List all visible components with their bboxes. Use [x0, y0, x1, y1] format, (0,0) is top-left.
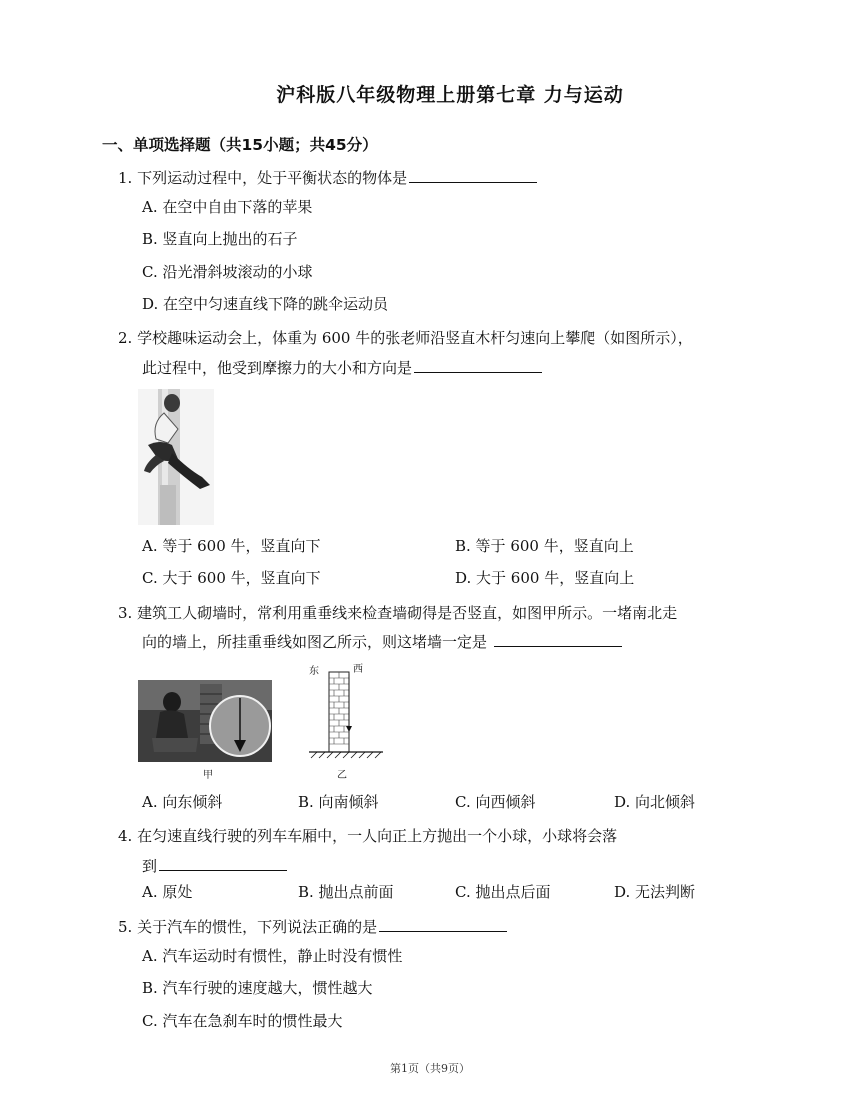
question-1-text: 1. 下列运动过程中，处于平衡状态的物体是: [118, 169, 408, 187]
q5-option-a: A. 汽车运动时有惯性，静止时没有惯性: [142, 947, 403, 965]
q1-option-c: C. 沿光滑斜坡滚动的小球: [142, 263, 313, 281]
q1-option-b: B. 竖直向上抛出的石子: [142, 230, 298, 248]
figure-a-label: 甲: [203, 770, 213, 781]
page-title: 沪科版八年级物理上册第七章 力与运动: [276, 84, 624, 106]
question-2-text: 此过程中，他受到摩擦力的大小和方向是: [142, 359, 413, 377]
section-heading: 一、单项选择题（共15小题；共45分）: [102, 136, 378, 154]
q5-option-b: B. 汽车行驶的速度越大，惯性越大: [142, 979, 373, 997]
q4-option-b: B. 抛出点前面: [298, 883, 394, 901]
q2-option-a: A. 等于 600 牛，竖直向下: [142, 537, 321, 555]
question-5-text: 5. 关于汽车的惯性，下列说法正确的是: [118, 918, 378, 936]
q4-option-a: A. 原处: [142, 883, 193, 901]
q2-option-d: D. 大于 600 牛，竖直向上: [455, 569, 635, 587]
q2-option-b: B. 等于 600 牛，竖直向上: [455, 537, 634, 555]
climbing-teacher-photo: [138, 389, 214, 525]
question-4-text: 到: [142, 857, 158, 875]
page-footer: 第1页（共9页）: [390, 1062, 470, 1075]
west-label: 西: [353, 664, 363, 675]
answer-blank: [159, 856, 287, 871]
question-2-stem-line2: [142, 357, 542, 378]
question-3-text: 向的墙上，所挂重垂线如图乙所示，则这堵墙一定是: [142, 633, 492, 651]
q3-option-b: B. 向南倾斜: [298, 793, 379, 811]
q3-option-a: A. 向东倾斜: [142, 793, 223, 811]
question-3-stem-line2: [142, 631, 622, 652]
q1-option-a: A. 在空中自由下落的苹果: [142, 198, 313, 216]
answer-blank: [379, 917, 507, 932]
answer-blank: [494, 632, 622, 647]
question-5-stem: [118, 916, 507, 937]
q5-option-c: C. 汽车在急刹车时的惯性最大: [142, 1012, 343, 1030]
question-4-stem-line2: [142, 855, 287, 876]
q4-option-c: C. 抛出点后面: [455, 883, 551, 901]
q2-option-c: C. 大于 600 牛，竖直向下: [142, 569, 321, 587]
east-label: 东: [309, 666, 319, 677]
q4-option-d: D. 无法判断: [614, 883, 696, 901]
q3-option-c: C. 向西倾斜: [455, 793, 536, 811]
q3-option-d: D. 向北倾斜: [614, 793, 696, 811]
answer-blank: [414, 358, 542, 373]
question-4-stem-line1: 4. 在匀速直线行驶的列车车厢中，一人向正上方抛出一个小球，小球将会落: [118, 827, 618, 845]
answer-blank: [409, 168, 537, 183]
figure-b-label: 乙: [337, 770, 347, 781]
question-3-stem-line1: 3. 建筑工人砌墙时，常利用重垂线来检查墙砌得是否竖直，如图甲所示。一堵南北走: [118, 604, 678, 622]
plumb-line-photo: [138, 680, 272, 762]
q1-option-d: D. 在空中匀速直线下降的跳伞运动员: [142, 295, 389, 313]
question-2-stem-line1: 2. 学校趣味运动会上，体重为 600 牛的张老师沿竖直木杆匀速向上攀爬（如图所示），: [118, 329, 693, 347]
question-1-stem: [118, 167, 537, 188]
